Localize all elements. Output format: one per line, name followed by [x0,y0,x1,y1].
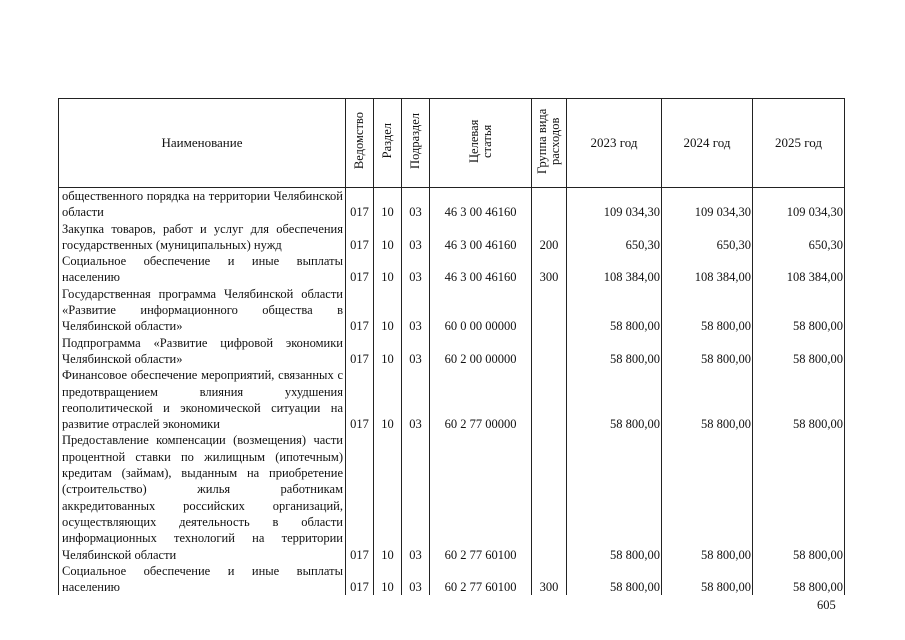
row-razdel: 10 [374,286,402,335]
row-celevaya: 60 2 77 60100 [430,432,532,562]
row-name: общественного порядка на территории Челябинской области [59,188,346,221]
row-2025: 58 800,00 [753,563,845,596]
row-razdel: 10 [374,335,402,368]
row-2024: 58 800,00 [662,432,753,562]
header-2025: 2025 год [753,99,845,188]
row-2025: 58 800,00 [753,286,845,335]
row-2024: 108 384,00 [662,253,753,286]
row-podrazdel: 03 [402,286,430,335]
row-name: Социальное обеспечение и иные выплаты населению [59,253,346,286]
row-podrazdel: 03 [402,221,430,254]
budget-table [58,98,845,595]
row-celevaya: 46 3 00 46160 [430,188,532,221]
table-row [59,432,845,562]
row-podrazdel: 03 [402,253,430,286]
row-2023: 650,30 [567,221,662,254]
row-gruppa: 200 [532,221,567,254]
table-header-row [59,99,845,188]
row-vedomstvo: 017 [346,432,374,562]
header-2024: 2024 год [662,99,753,188]
row-vedomstvo: 017 [346,188,374,221]
row-2023: 58 800,00 [567,335,662,368]
table-row [59,563,845,596]
row-gruppa [532,188,567,221]
header-name: Наименование [59,99,346,188]
page-number: 605 [817,598,836,612]
row-name: Государственная программа Челябинской области «Развитие информационного общества в Челябинской области» [59,286,346,335]
row-celevaya: 60 2 77 60100 [430,563,532,596]
row-2023: 58 800,00 [567,286,662,335]
row-podrazdel: 03 [402,563,430,596]
header-gruppa: Группа вида расходов [532,99,567,188]
header-vedomstvo: Ведомство [346,99,374,188]
row-2024: 58 800,00 [662,286,753,335]
row-celevaya: 60 2 00 00000 [430,335,532,368]
row-2023: 109 034,30 [567,188,662,221]
row-2025: 108 384,00 [753,253,845,286]
header-razdel: Раздел [374,99,402,188]
table-row [59,335,845,368]
row-2024: 58 800,00 [662,367,753,432]
header-celevaya: Целевая статья [430,99,532,188]
row-podrazdel: 03 [402,335,430,368]
row-gruppa: 300 [532,563,567,596]
row-razdel: 10 [374,432,402,562]
row-2024: 650,30 [662,221,753,254]
row-gruppa: 300 [532,253,567,286]
row-2024: 58 800,00 [662,335,753,368]
row-2023: 108 384,00 [567,253,662,286]
row-gruppa [532,432,567,562]
row-name: Подпрограмма «Развитие цифровой экономики Челябинской области» [59,335,346,368]
row-podrazdel: 03 [402,188,430,221]
header-podrazdel: Подраздел [402,99,430,188]
row-2023: 58 800,00 [567,563,662,596]
row-gruppa [532,286,567,335]
row-vedomstvo: 017 [346,563,374,596]
table-row [59,286,845,335]
row-vedomstvo: 017 [346,253,374,286]
row-podrazdel: 03 [402,367,430,432]
row-gruppa [532,367,567,432]
row-gruppa [532,335,567,368]
row-2023: 58 800,00 [567,367,662,432]
row-celevaya: 60 2 77 00000 [430,367,532,432]
row-name: Закупка товаров, работ и услуг для обеспечения государственных (муниципальных) нужд [59,221,346,254]
row-2025: 109 034,30 [753,188,845,221]
row-razdel: 10 [374,221,402,254]
row-razdel: 10 [374,367,402,432]
row-razdel: 10 [374,188,402,221]
row-podrazdel: 03 [402,432,430,562]
row-2023: 58 800,00 [567,432,662,562]
row-2024: 109 034,30 [662,188,753,221]
row-razdel: 10 [374,253,402,286]
table-row [59,367,845,432]
row-name: Финансовое обеспечение мероприятий, связанных с предотвращением влияния ухудшения геополитической и экономической ситуации на развитие отраслей экономики [59,367,346,432]
row-vedomstvo: 017 [346,221,374,254]
row-celevaya: 46 3 00 46160 [430,253,532,286]
row-vedomstvo: 017 [346,286,374,335]
row-2025: 58 800,00 [753,335,845,368]
row-2024: 58 800,00 [662,563,753,596]
row-celevaya: 46 3 00 46160 [430,221,532,254]
row-name: Предоставление компенсации (возмещения) части процентной ставки по жилищным (ипотечным) кредитам (займам), выданным на приобретение (строительство) жилья работникам аккредитованных российских организаций, осуществляющих деятельность в области информационных технологий на территории Челябинской области [59,432,346,562]
row-2025: 650,30 [753,221,845,254]
header-2023: 2023 год [567,99,662,188]
row-razdel: 10 [374,563,402,596]
row-vedomstvo: 017 [346,367,374,432]
row-celevaya: 60 0 00 00000 [430,286,532,335]
row-name: Социальное обеспечение и иные выплаты населению [59,563,346,596]
table-row [59,253,845,286]
row-2025: 58 800,00 [753,432,845,562]
row-2025: 58 800,00 [753,367,845,432]
table-row [59,221,845,254]
row-vedomstvo: 017 [346,335,374,368]
table-row [59,188,845,221]
